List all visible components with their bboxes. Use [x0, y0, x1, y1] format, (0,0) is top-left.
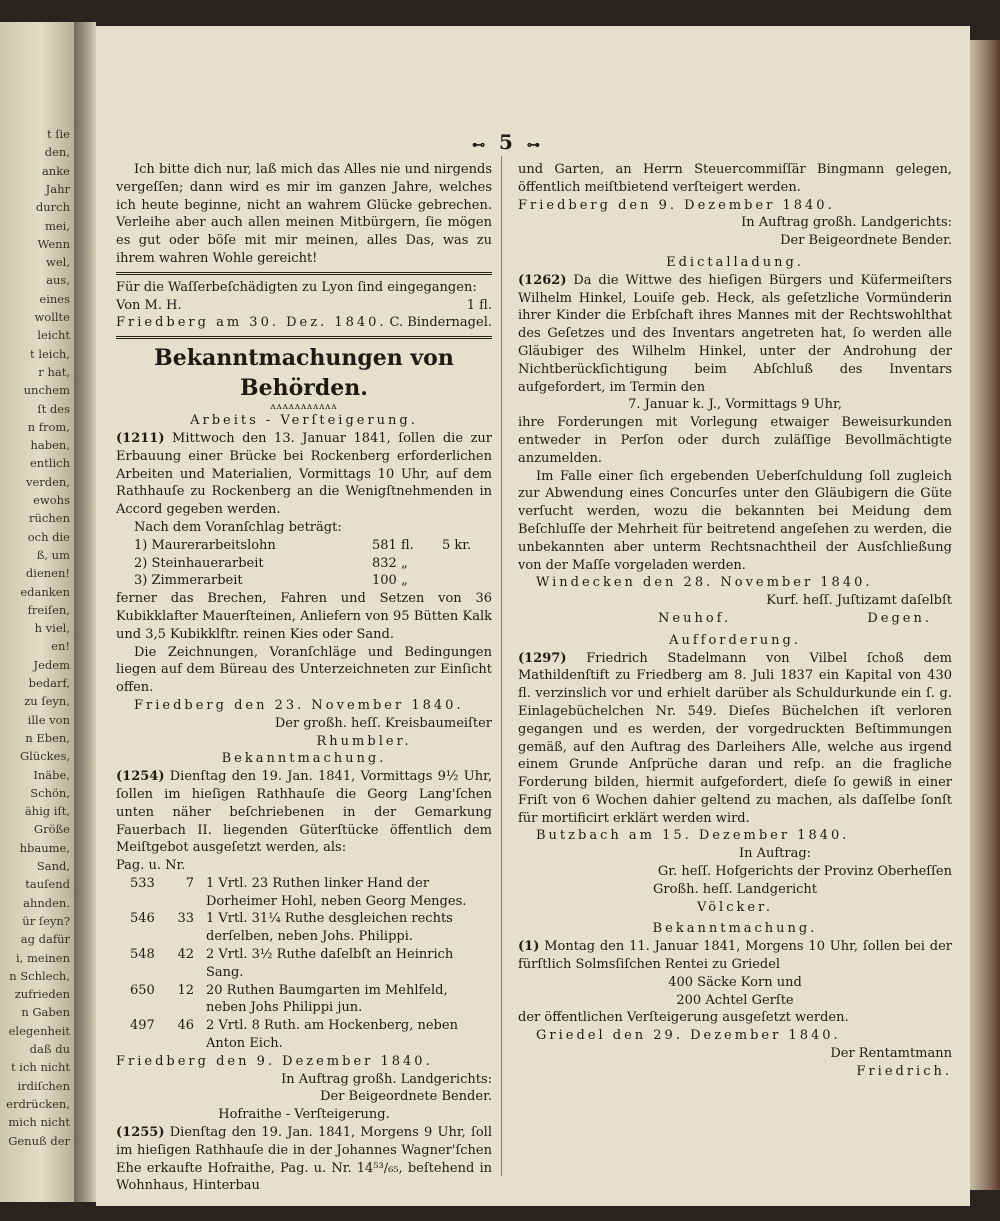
margin-fragment: Jahr: [45, 181, 70, 196]
notice-title: Hofraithe - Verſteigerung.: [218, 1107, 390, 1123]
margin-fragment: irdiſchen: [17, 1078, 70, 1093]
lot-row: [116, 946, 492, 982]
cost-amount: 581 fl.: [372, 537, 414, 553]
notice-number: (1): [518, 939, 540, 955]
margin-fragment: haben,: [30, 438, 70, 453]
cost-extra: [442, 572, 492, 590]
notice-date: Griedel den 29. Dezember 1840.: [536, 1028, 841, 1044]
donation-from: Von M. H.: [116, 297, 182, 313]
notice-goods: 400 Säcke Korn und: [668, 974, 802, 990]
notice-court: Kurf. heſſ. Juſtizamt daſelbſt: [766, 593, 952, 609]
margin-fragment: ag dafür: [20, 932, 70, 947]
donation-footer: [116, 314, 492, 332]
notice-court: Gr. heſſ. Hofgerichts der Provinz Oberheſſen: [657, 864, 952, 880]
notice-text: der öffentlichen Verſteigerung ausgeſetzt werden.: [518, 1010, 849, 1026]
column-rule: [501, 156, 502, 1176]
margin-fragment: Inäbe,: [33, 767, 70, 782]
donation-signer: C. Bindernagel.: [389, 315, 492, 331]
notice-date: Friedberg den 9. Dezember 1840.: [518, 197, 835, 213]
margin-fragment: zu ſeyn,: [24, 694, 70, 709]
margin-fragment: den,: [44, 145, 70, 160]
margin-fragment: zufrieden: [14, 987, 70, 1002]
margin-fragment: durch: [35, 200, 70, 215]
lot-row: [116, 982, 492, 1018]
lot-table: [116, 875, 492, 1053]
notice-text: Dienſtag den 19. Jan. 1841, Vormittags 9½ Uhr, ſollen im hieſigen Rathhauſe die Georg Lang'ſchen unten näher beſchriebenen in der Gemarkung Fauerbach II. liegenden Güterſtücke öffentlich dem Meiſtgebot ausgeſetzt werden, als:: [116, 769, 492, 856]
margin-fragment: t leich,: [30, 346, 70, 361]
page-number: 5: [499, 130, 513, 154]
lot-row: [116, 1017, 492, 1053]
lot-header: Pag. u. Nr.: [116, 858, 186, 874]
margin-fragment: edanken: [20, 584, 70, 599]
lot-pag: 546: [130, 911, 155, 927]
notice-signer-name: Degen.: [867, 610, 932, 626]
newspaper-page: [96, 26, 970, 1206]
margin-fragment: Jedem: [33, 657, 70, 672]
notice-title: Aufforderung.: [669, 632, 801, 648]
lot-row: [116, 910, 492, 946]
margin-fragment: wollte: [34, 310, 70, 324]
notice-text: Mittwoch den 13. Januar 1841, ſollen die zur Erbauung einer Brücke bei Rockenberg erforderlichen Arbeiten und Materialien, Vormittags 10 Uhr, auf dem Rathhauſe zu Rockenberg an die Wenigſtnehmenden in Accord gegeben werden.: [116, 430, 493, 518]
margin-fragment: t ich nicht: [10, 1060, 70, 1075]
lot-nr: 42: [177, 947, 194, 963]
donation-amount: 1 fl.: [466, 297, 492, 313]
notice-number: (1255): [116, 1125, 165, 1141]
notice-text: Da die Wittwe des hieſigen Bürgers und Küfermeiſters Wilhelm Hinkel, Louiſe geb. Heck, als geſetzliche Vormünderin ihrer Kinder die Erbſchaft ihres Mannes mit der Rechtswohlthat des Geſetzes und des Inventars angetreten hat, ſo werden alle Gläubiger des Wilhelm Hinkel, unter der Androhung der Nichtberückſichtigung beim Abſchluß des Inventars aufgefordert, im Termin den: [518, 272, 952, 395]
continued-text: und Garten, an Herrn Steuercommiſſär Bingmann gelegen, öffentlich meiſtbietend verſteigert werden.: [518, 162, 952, 195]
notice-goods: 200 Achtel Gerſte: [676, 992, 794, 1008]
margin-fragment: Schön,: [30, 785, 70, 800]
cost-label: 3) Zimmerarbeit: [134, 573, 243, 589]
notice-date: Windecken den 28. November 1840.: [536, 575, 873, 591]
notice-signer: Völcker.: [697, 899, 773, 915]
notice-text: Montag den 11. Januar 1841, Morgens 10 Uhr, ſollen bei der fürſtlich Solmsſiſchen Rentei zu Griedel: [518, 939, 952, 973]
margin-fragment: rüchen: [29, 511, 70, 526]
margin-fragment: en!: [51, 639, 70, 654]
book-cover-edge: [970, 40, 1000, 1190]
margin-fragment: verden,: [25, 474, 70, 489]
notice-signer: Der Rentamtmann: [830, 1046, 952, 1062]
lot-nr: 7: [185, 875, 194, 891]
previous-page-edge: [0, 22, 74, 1202]
notice-date: Friedberg den 23. November 1840.: [134, 697, 464, 713]
margin-fragment: Genuß der: [8, 1133, 70, 1148]
donation-title: Für die Waſſerbeſchädigten zu Lyon ſind eingegangen:: [116, 279, 477, 295]
margin-fragment: Größe: [33, 822, 70, 837]
notice-text: Dienſtag den 19. Jan. 1841, Morgens 9 Uhr, ſoll im hieſigen Rathhauſe die in der Johannes Wagner'ſchen Ehe erkaufte Hofraithe, Pag. u. Nr. 14⁵³/₆₅, beſtehend in Wohnhaus, Hinterbau: [116, 1125, 492, 1194]
notice-title: Arbeits - Verſteigerung.: [190, 413, 418, 429]
lot-pag: 533: [130, 875, 155, 891]
margin-fragment: i, meinen: [16, 950, 70, 965]
cost-label: 2) Steinhauerarbeit: [134, 555, 264, 571]
margin-fragment: och die: [27, 529, 70, 544]
margin-fragment: h viel,: [34, 621, 70, 636]
margin-fragment: elegenheit: [8, 1023, 70, 1038]
margin-fragment: anke: [41, 163, 70, 178]
margin-fragment: unchem: [23, 383, 70, 398]
notice-signers: [518, 610, 952, 628]
margin-fragment: ür ſeyn?: [22, 913, 70, 928]
margin-fragment: dienen!: [25, 566, 70, 581]
lot-nr: 12: [177, 982, 194, 998]
section-ornament: ʌʌʌʌʌʌʌʌʌʌʌ: [270, 402, 338, 413]
margin-fragment: Glückes,: [19, 749, 70, 764]
section-title: Bekanntmachungen von Behörden.: [154, 345, 454, 402]
notice-signer-name: Friedrich.: [856, 1063, 952, 1079]
poem-text: Ich bitte dich nur, laß mich das Alles nie und nirgends vergeſſen; dann wird es mir im ganzen Jahre, welches ich heute beginne, nicht an wahrem Glücke gebrechen. Verleihe aber auch allen meinen Mitbürgern, ſie mögen es gut oder böſe mit mir meinen, alles Das, was zu ihrem wahren Wohle gereicht!: [116, 162, 492, 266]
cost-amount: 100 „: [372, 573, 408, 589]
notice-title: Bekanntmachung.: [221, 751, 387, 767]
lot-pag: 548: [130, 947, 155, 963]
margin-fragment: n from,: [27, 419, 70, 434]
margin-fragment: ewohs: [33, 493, 70, 507]
margin-fragment: mich nicht: [8, 1115, 70, 1130]
margin-fragment: daß du: [29, 1042, 70, 1056]
right-column: [518, 161, 952, 1081]
margin-fragment: eines: [39, 291, 70, 306]
margin-fragment: wel,: [46, 255, 70, 270]
donation-line: [116, 297, 492, 315]
notice-signer: Der Beigeordnete Bender.: [780, 233, 952, 249]
lot-desc: 2 Vrtl. 8 Ruth. am Hockenberg, neben Anton Eich.: [206, 1018, 458, 1052]
lot-desc: 1 Vrtl. 31¼ Ruthe desgleichen rechts derſelben, neben Johs. Philippi.: [206, 911, 453, 945]
ornament-left: ⊷: [472, 138, 486, 153]
cost-label: 1) Maurerarbeitslohn: [134, 537, 276, 553]
notice-date: Friedberg den 9. Dezember 1840.: [116, 1053, 433, 1069]
cost-row: [116, 572, 492, 590]
notice-number: (1254): [116, 769, 165, 785]
lot-nr: 46: [177, 1018, 194, 1034]
margin-fragment: tauſend: [25, 877, 70, 892]
margin-fragment: aus,: [46, 273, 70, 288]
lot-pag: 650: [130, 982, 155, 998]
notice-commission: In Auftrag großh. Landgerichts:: [281, 1071, 492, 1087]
notice-court: Großh. heſſ. Landgericht: [652, 881, 818, 897]
notice-title: Edictalladung.: [666, 254, 804, 270]
lot-desc: 2 Vrtl. 3½ Ruthe daſelbſt an Heinrich Sang.: [206, 947, 454, 980]
notice-commission: In Auftrag:: [738, 846, 812, 862]
cost-extra: [442, 555, 492, 573]
notice-commission: In Auftrag großh. Landgerichts:: [741, 215, 952, 231]
estimate-intro: Nach dem Voranſchlag beträgt:: [134, 519, 342, 535]
margin-fragment: ahnden.: [23, 895, 70, 910]
notice-date: Butzbach am 15. Dezember 1840.: [536, 828, 850, 844]
divider: [116, 272, 492, 275]
lot-nr: 33: [177, 911, 194, 927]
margin-fragment: Sand,: [36, 859, 70, 873]
left-column: [116, 161, 492, 1195]
notice-text: Im Falle einer ſich ergebenden Ueberſchuldung ſoll zugleich zur Abwendung eines Concurſes unter den Gläubigern die Güte verſucht werden, wozu die bekannten bei Meidung dem Beſchluſſe der Mehrheit für beitretend angeſehen zu werden, die unbekannten aber unterm Rechtsnachtheil der Ausſchließung von der Maſſe vorgeladen werden.: [518, 468, 952, 573]
notice-text: Friedrich Stadelmann von Vilbel ſchoß dem Mathildenſtift zu Friedberg am 8. Juli 1837 ein Kapital von 430 fl. verzinslich vor und erhielt darüber als Schuldurkunde ein ſ. g. Einlagebüchelchen Nr. 549. Dieſes Büchelchen iſt verloren gegangen und es werden, der vorgedruckten Beſtimmungen gemäß, auf den Auftrag des Darleihers Alle, welche aus irgend einem Grunde Anſprüche daran und reſp. an die fragliche Forderung bilden, hiermit aufgefordert, dieſe ſo gewiß in einer Friſt von 6 Wochen dahier geltend zu machen, als daſſelbe ſonſt für mortificirt erklärt werden wird.: [518, 650, 952, 826]
margin-fragment: ſt des: [37, 401, 70, 416]
margin-fragment: leicht: [37, 328, 70, 343]
page-header: [426, 130, 586, 154]
cost-amount: 832 „: [372, 555, 408, 571]
notice-signer: Der großh. heſſ. Kreisbaumeiſter: [274, 715, 492, 731]
margin-fragment: hbaume,: [19, 840, 70, 855]
notice-number: (1211): [116, 430, 165, 446]
margin-fragment: ähig iſt,: [24, 804, 70, 819]
notice-signer-name: Neuhof.: [658, 610, 732, 626]
margin-fragment: ille von: [27, 712, 70, 727]
notice-number: (1297): [518, 650, 567, 666]
cost-row: [116, 537, 492, 555]
margin-fragment: n Eben,: [25, 730, 70, 745]
margin-fragment: n Gaben: [21, 1005, 70, 1020]
cost-table: [116, 537, 492, 590]
margin-fragment: t ſie: [46, 127, 70, 141]
margin-fragment: mei,: [44, 218, 70, 233]
margin-fragment: entlich: [29, 456, 70, 471]
margin-fragment: Wenn: [37, 236, 70, 251]
notice-signer-name: Rhumbler.: [316, 733, 412, 749]
notice-text: ferner das Brechen, Fahren und Setzen von 36 Kubikklafter Mauerſteinen, Anliefern von 95 Bütten Kalk und 3,5 Kubikklftr. reinen Kies oder Sand.: [116, 591, 492, 642]
notice-text: ihre Forderungen mit Vorlegung etwaiger Beweisurkunden entweder in Perſon oder durch zuläſſige Bevollmächtigte anzumelden.: [518, 415, 952, 466]
donation-place: Friedberg am 30. Dez. 1840.: [116, 315, 387, 331]
cost-extra: 5 kr.: [442, 537, 472, 553]
margin-fragment: bedarf,: [28, 676, 70, 690]
book-gutter: [74, 22, 96, 1202]
margin-fragment: ß, um: [36, 547, 70, 562]
lot-row: [116, 875, 492, 911]
lot-desc: 20 Ruthen Baumgarten im Mehlfeld, neben Johs Philippi jun.: [206, 982, 448, 1016]
notice-term: 7. Januar k. J., Vormittags 9 Uhr,: [628, 397, 842, 413]
notice-title: Bekanntmachung.: [652, 921, 818, 937]
margin-fragment: r hat,: [38, 364, 70, 379]
notice-number: (1262): [518, 272, 567, 288]
ornament-right: ⊶: [526, 138, 540, 153]
notice-signer: Der Beigeordnete Bender.: [320, 1089, 492, 1105]
cost-row: [116, 555, 492, 573]
margin-fragment: n Schlech,: [9, 968, 70, 983]
notice-text: Die Zeichnungen, Voranſchläge und Bedingungen liegen auf dem Büreau des Unterzeichneten zur Einſicht offen.: [116, 644, 492, 696]
divider: [116, 336, 492, 339]
lot-desc: 1 Vrtl. 23 Ruthen linker Hand der Dorheimer Hohl, neben Georg Menges.: [206, 875, 467, 909]
margin-fragment: erdrücken,: [6, 1096, 70, 1111]
lot-pag: 497: [130, 1018, 155, 1034]
margin-fragment: freiſen,: [27, 602, 70, 617]
